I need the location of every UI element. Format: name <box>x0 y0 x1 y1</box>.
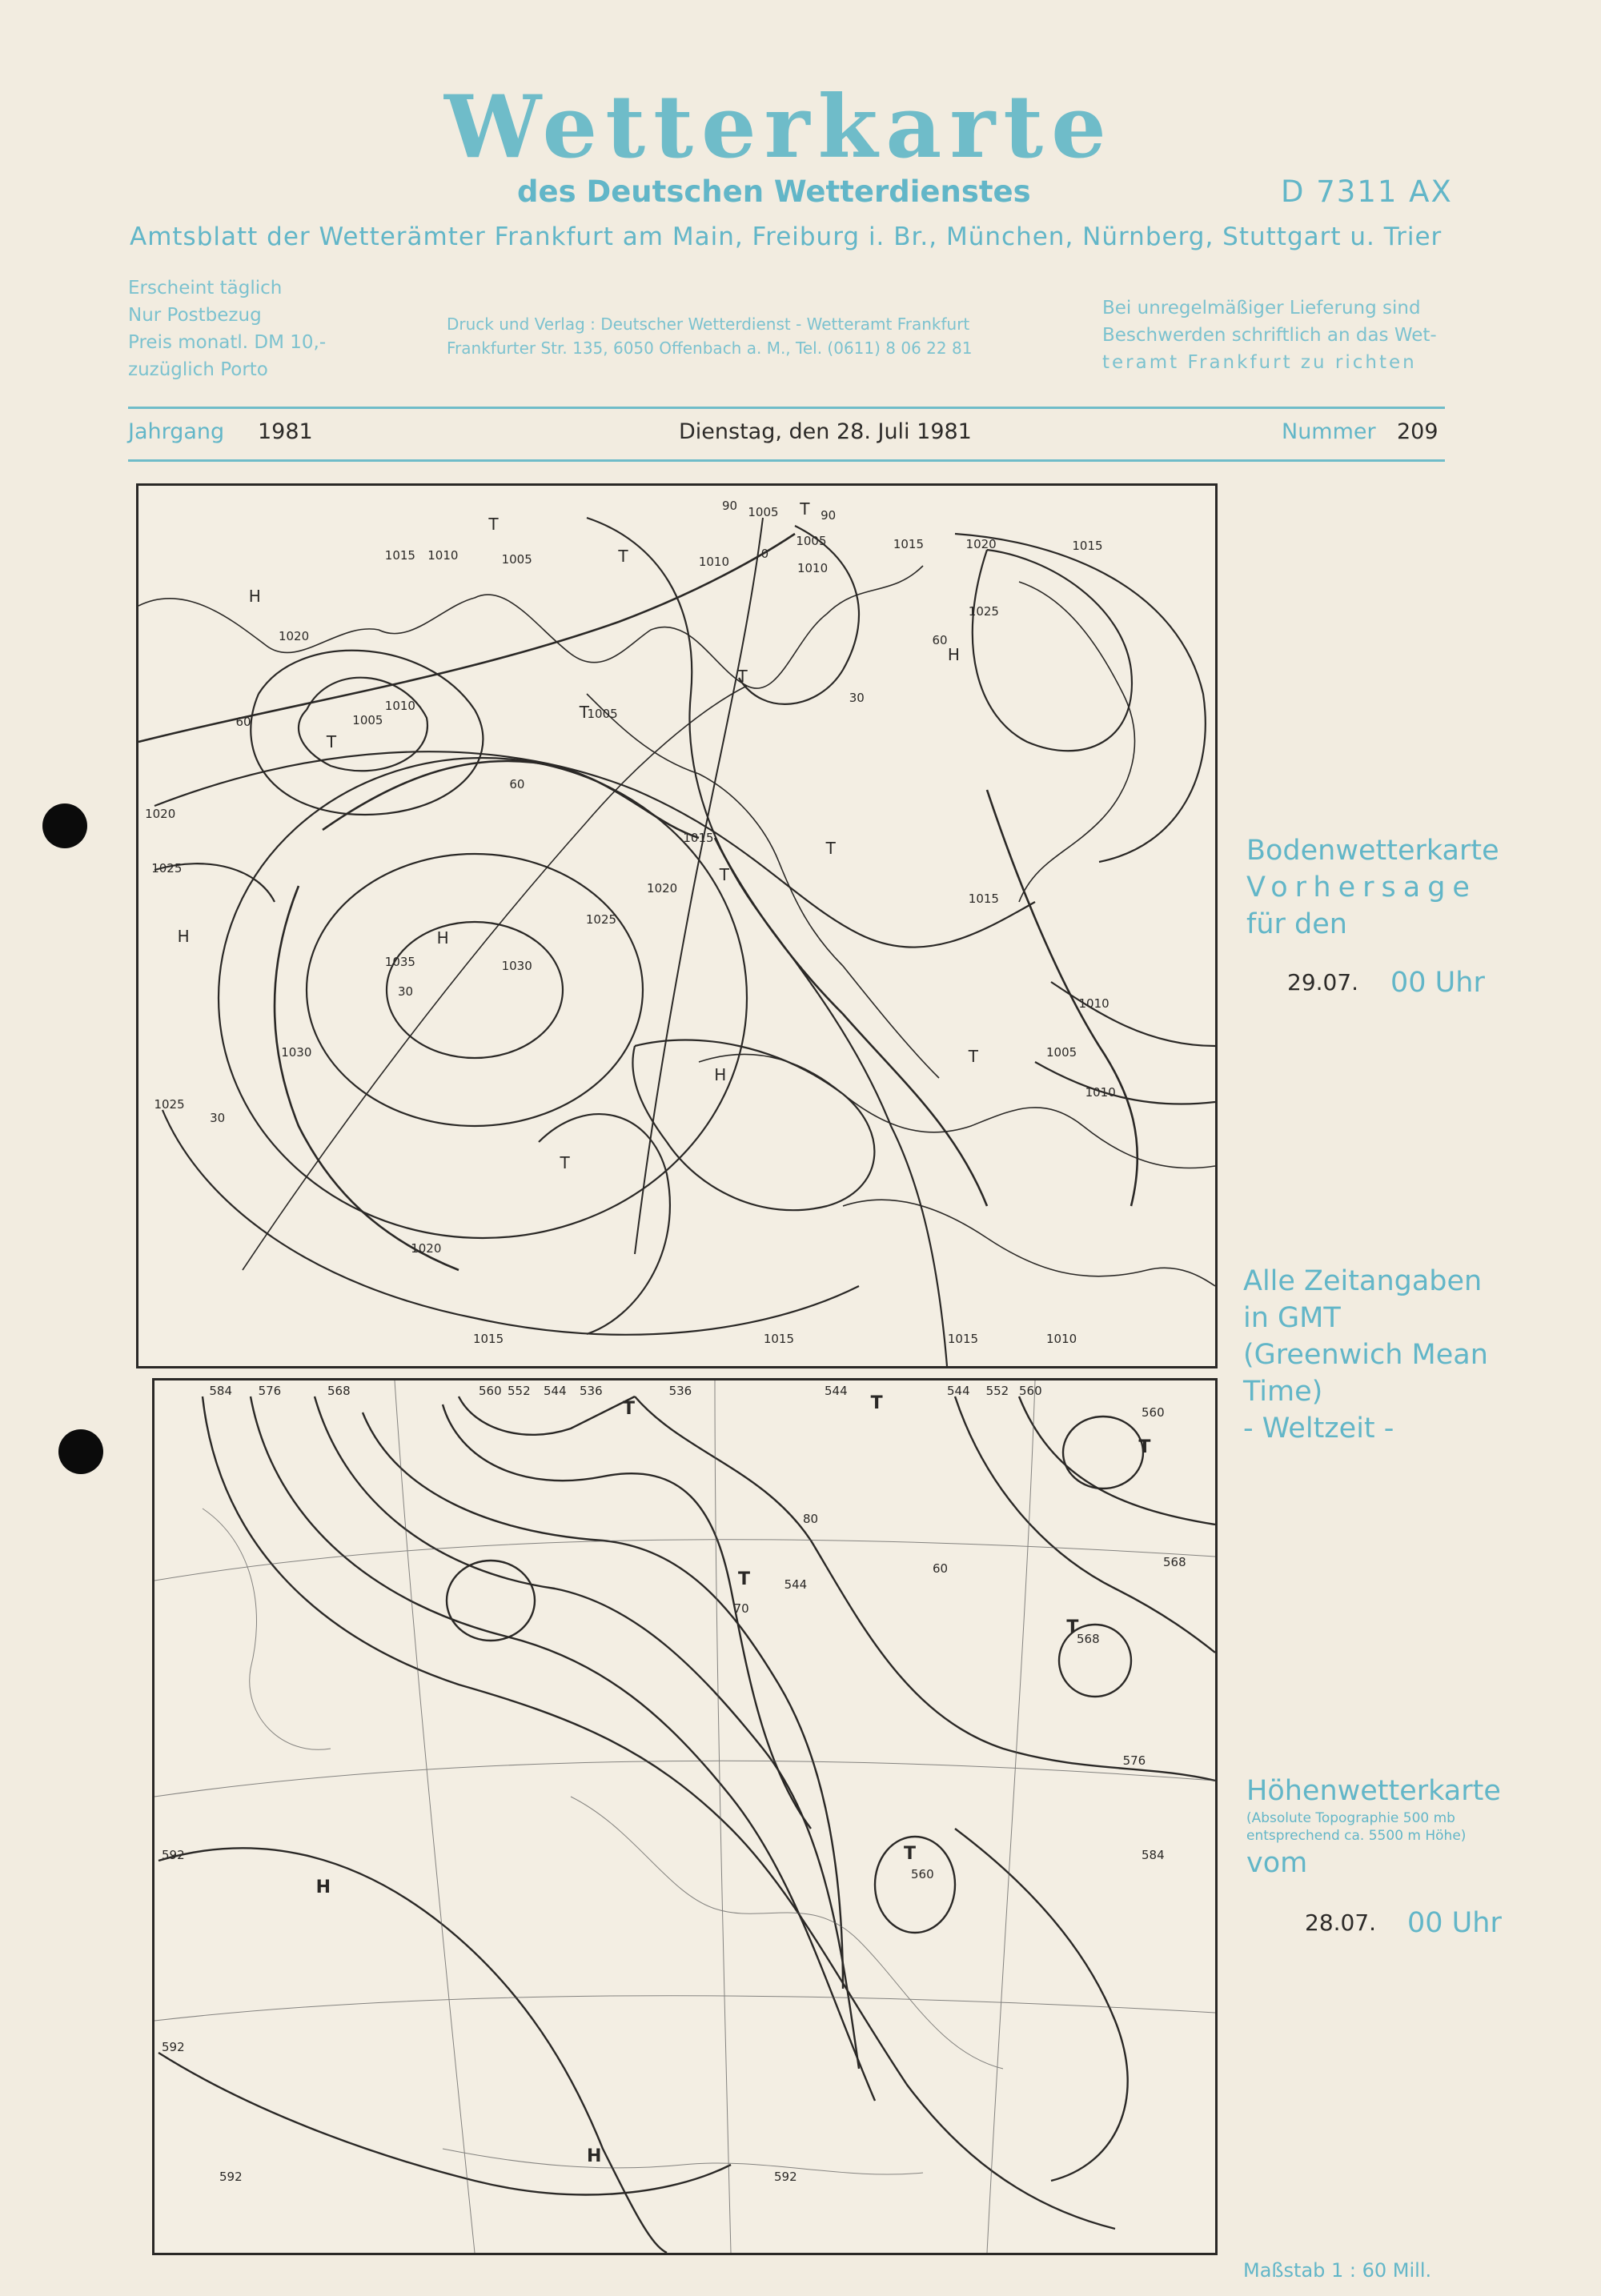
graticule <box>154 1761 1215 1797</box>
map-scale: Maßstab 1 : 60 Mill. <box>1243 2259 1432 2282</box>
time-note-line: Time) <box>1243 1376 1323 1408</box>
info-left-line: Erscheint täglich <box>128 278 283 299</box>
isobar-label: 60 <box>932 633 948 647</box>
isobar-label: 1015 <box>763 1332 795 1346</box>
isobar-label: 1010 <box>796 561 829 575</box>
height-contour <box>1019 1396 1215 1525</box>
upper-map-caption <box>1246 1773 1501 1881</box>
isobar-label: 1020 <box>647 881 678 896</box>
contour-label: 560 <box>911 1867 934 1881</box>
height-contour <box>315 1396 859 2069</box>
isobar-label: 1005 <box>352 713 383 727</box>
info-left-line: zuzüglich Porto <box>128 359 268 380</box>
pressure-center-symbol: T <box>968 1047 979 1066</box>
isobar-label: 1010 <box>1046 1332 1077 1346</box>
pressure-center-symbol: H <box>947 645 960 664</box>
pressure-center-symbol: H <box>714 1065 727 1084</box>
height-contour <box>955 1396 1215 1653</box>
isobar-label: 1010 <box>384 699 415 713</box>
isobar-label: 60 <box>235 715 251 729</box>
isobar-label: 1025 <box>151 861 183 876</box>
header-rule-top <box>128 407 1445 409</box>
pressure-center-symbol: T <box>737 667 748 686</box>
contour-label: 568 <box>1077 1632 1100 1646</box>
isobar-label: 1025 <box>968 604 999 619</box>
isobar <box>587 518 947 1366</box>
isobar-label: 90 <box>821 508 837 523</box>
coastline <box>587 694 939 1078</box>
surface-map-caption <box>1246 832 1499 943</box>
coastline <box>443 2149 923 2174</box>
pressure-center-symbol: T <box>738 1569 751 1589</box>
upper-air-map <box>152 1378 1218 2255</box>
upper-analysis-date: 28.07. <box>1305 1909 1377 1936</box>
jahrgang-value: 1981 <box>258 419 313 444</box>
weltzeit-note: - Weltzeit - <box>1243 1412 1394 1445</box>
isobar-label: 1010 <box>1078 996 1109 1011</box>
contour-label: 576 <box>1122 1753 1146 1768</box>
isobar-label: 1005 <box>1046 1045 1077 1060</box>
isobar-label: 30 <box>210 1111 226 1125</box>
isobar-label: 1010 <box>698 555 730 569</box>
isobar <box>539 1114 670 1334</box>
isobar-label: 1005 <box>796 534 827 548</box>
isobar-label: 1015 <box>683 831 714 845</box>
contour-label: 568 <box>1163 1555 1186 1569</box>
isobar-label: 1025 <box>154 1097 185 1112</box>
surface-forecast-date: 29.07. <box>1287 969 1359 996</box>
time-note <box>1243 1263 1488 1447</box>
graticule <box>154 1540 1215 1581</box>
pressure-center-symbol: T <box>618 547 628 566</box>
info-left-line: Nur Postbezug <box>128 305 262 326</box>
pressure-center-symbol: T <box>623 1399 636 1419</box>
front-line <box>138 534 795 742</box>
contour-label: 80 <box>803 1512 819 1526</box>
masthead-subtitle: des Deutschen Wetterdienstes <box>517 174 1031 209</box>
isobar-label: 1010 <box>1085 1085 1116 1100</box>
contour-label: 60 <box>933 1561 949 1576</box>
isobar-label: 1015 <box>893 537 925 551</box>
pressure-center-symbol: T <box>560 1153 570 1172</box>
pressure-center-symbol: H <box>248 587 261 606</box>
front-line <box>275 886 459 1270</box>
isobar-label: 1015 <box>1072 539 1103 553</box>
height-contour <box>158 2053 731 2194</box>
contour-label: 536 <box>580 1384 603 1398</box>
isobar-label: 1015 <box>384 548 415 563</box>
contour-label: 544 <box>947 1384 970 1398</box>
pressure-center-symbol: T <box>326 732 337 751</box>
contour-label: 592 <box>774 2170 797 2184</box>
pressure-center-symbol: T <box>870 1393 883 1413</box>
info-left <box>128 274 326 383</box>
contour-label: 592 <box>219 2170 243 2184</box>
contour-label: 560 <box>1142 1405 1165 1420</box>
punch-hole-top <box>42 803 87 848</box>
surface-caption-line: für den <box>1246 908 1347 940</box>
isobar <box>973 550 1132 751</box>
coastline <box>203 1509 331 1749</box>
nummer-value: 209 <box>1397 419 1438 444</box>
height-contour <box>459 1396 635 1435</box>
info-center <box>447 312 972 360</box>
upper-caption-sub: (Absolute Topographie 500 mb <box>1246 1810 1455 1826</box>
contour-label: 584 <box>1142 1848 1165 1862</box>
info-center-line: Frankfurter Str. 135, 6050 Offenbach a. M., Tel. (0611) 8 06 22 81 <box>447 339 973 358</box>
info-left-line: Preis monatl. DM 10,- <box>128 332 327 353</box>
isobar-label: 1025 <box>585 912 617 927</box>
jahrgang-label: Jahrgang <box>128 419 225 444</box>
pressure-center-symbol: H <box>587 2146 602 2166</box>
coastline <box>138 566 923 688</box>
pressure-center-symbol: T <box>904 1844 917 1864</box>
contour-label: 70 <box>733 1601 749 1616</box>
contour-label: 560 <box>479 1384 502 1398</box>
isobar-label: 1030 <box>281 1045 312 1060</box>
masthead-title: Wetterkarte <box>444 77 1114 178</box>
isobar <box>307 854 643 1126</box>
height-contour <box>251 1396 875 2101</box>
height-contour <box>447 1561 535 1641</box>
time-note-line: in GMT <box>1243 1302 1341 1334</box>
pressure-center-symbol: T <box>579 703 590 722</box>
pressure-center-symbol: T <box>800 499 810 519</box>
graticule <box>395 1380 475 2253</box>
surface-caption-line: Bodenwetterkarte <box>1246 835 1499 867</box>
isobar-label: 60 <box>509 777 525 791</box>
isobar-label: 1020 <box>411 1241 442 1256</box>
contour-label: 576 <box>258 1384 282 1398</box>
upper-caption-vom: vom <box>1246 1847 1308 1879</box>
isobar-label: 1015 <box>947 1332 979 1346</box>
isobar-label: 1005 <box>501 552 532 567</box>
coastline <box>843 1200 1215 1286</box>
contour-label: 560 <box>1019 1384 1042 1398</box>
height-contour <box>1063 1416 1143 1489</box>
contour-label: 584 <box>209 1384 233 1398</box>
isobar <box>219 758 747 1238</box>
time-note-line: Alle Zeitangaben <box>1243 1265 1483 1297</box>
upper-caption-title: Höhenwetterkarte <box>1246 1775 1501 1807</box>
info-right-line: Beschwerden schriftlich an das Wet- <box>1102 325 1437 346</box>
pressure-center-symbol: T <box>488 515 499 534</box>
contour-label: 568 <box>327 1384 351 1398</box>
contour-label: 536 <box>668 1384 692 1398</box>
coastline <box>571 1797 1003 2069</box>
isobar-label: 1005 <box>587 707 618 721</box>
surface-caption-line: Vorhersage <box>1246 872 1477 904</box>
isobar <box>739 526 859 704</box>
isobar-label: 1020 <box>145 807 176 821</box>
isobar-label: 0 <box>760 547 769 561</box>
amtsblatt-line: Amtsblatt der Wetterämter Frankfurt am Main, Freiburg i. Br., München, Nürnberg, Stuttgart u. Trier <box>130 222 1443 251</box>
punch-hole-bottom <box>58 1429 103 1474</box>
pressure-center-symbol: T <box>1066 1617 1079 1637</box>
pressure-center-symbol: T <box>1138 1437 1151 1457</box>
contour-label: 552 <box>508 1384 531 1398</box>
isobar <box>955 534 1206 862</box>
isobar-label: 90 <box>722 499 738 513</box>
upper-caption-sub: entsprechend ca. 5500 m Höhe) <box>1246 1828 1467 1844</box>
pressure-center-symbol: T <box>719 865 729 884</box>
height-contour <box>635 1396 1215 1781</box>
height-contour <box>363 1412 843 1989</box>
info-center-line: Druck und Verlag : Deutscher Wetterdienst - Wetteramt Frankfurt <box>447 315 970 334</box>
isobar <box>251 651 483 815</box>
nummer-label: Nummer <box>1282 419 1376 444</box>
isobar-label: 1015 <box>968 892 999 906</box>
info-right-line: teramt Frankfurt zu richten <box>1102 352 1417 373</box>
surface-map-drawing <box>138 486 1215 1366</box>
isobar <box>163 1110 859 1335</box>
contour-label: 544 <box>544 1384 567 1398</box>
isobar-label: 30 <box>398 984 414 999</box>
contour-label: 592 <box>162 2040 185 2054</box>
height-contour <box>955 1829 1128 2181</box>
contour-label: 544 <box>784 1577 808 1592</box>
contour-label: 552 <box>985 1384 1009 1398</box>
front-line <box>323 761 699 838</box>
issue-date: Dienstag, den 28. Juli 1981 <box>679 419 972 444</box>
isobar-label: 1005 <box>748 505 779 519</box>
pressure-center-symbol: T <box>825 839 836 858</box>
publication-code: D 7311 AX <box>1281 174 1453 209</box>
isobar-label: 1020 <box>278 629 310 643</box>
graticule <box>987 1380 1035 2253</box>
front-line <box>243 686 747 1270</box>
contour-label: 544 <box>825 1384 848 1398</box>
front-line <box>715 838 987 1206</box>
pressure-center-symbol: H <box>315 1877 331 1897</box>
height-contour <box>203 1396 1115 2229</box>
isobar-label: 1030 <box>501 959 532 973</box>
isobar-label: 1015 <box>472 1332 504 1346</box>
info-right-line: Bei unregelmäßiger Lieferung sind <box>1102 298 1421 319</box>
isobar-label: 1020 <box>965 537 997 551</box>
height-contour <box>158 1848 667 2253</box>
surface-weather-map <box>136 483 1218 1368</box>
isobar <box>1051 982 1215 1046</box>
graticule <box>154 1996 1215 2021</box>
surface-forecast-time: 00 Uhr <box>1390 967 1485 999</box>
isobar <box>1035 1062 1215 1104</box>
header-rule-bottom <box>128 459 1445 462</box>
pressure-center-symbol: H <box>177 927 190 946</box>
upper-map-drawing <box>154 1380 1215 2253</box>
time-note-line: (Greenwich Mean <box>1243 1339 1488 1371</box>
info-right <box>1102 295 1437 376</box>
pressure-center-symbol: H <box>436 928 449 948</box>
upper-analysis-time: 00 Uhr <box>1407 1907 1502 1939</box>
isobar-label: 1010 <box>427 548 459 563</box>
isobar-label: 1035 <box>384 955 415 969</box>
isobar-label: 30 <box>849 691 865 705</box>
contour-label: 592 <box>162 1848 185 1862</box>
